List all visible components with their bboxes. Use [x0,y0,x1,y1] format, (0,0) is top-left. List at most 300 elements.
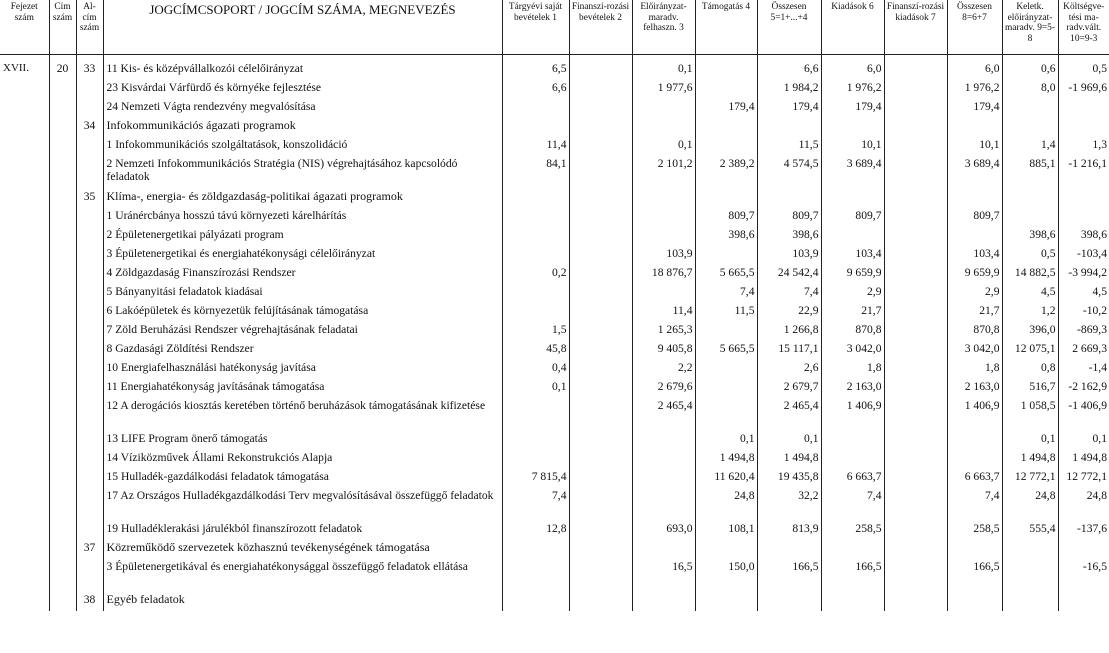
value-cell-c10: -1 406,9 [1068,398,1107,412]
chapter-cell [0,246,49,265]
table-row [0,559,1109,592]
title-number-cell [49,559,76,592]
item-name-cell: 8 Gazdasági Zöldítési Rendszer [103,341,502,360]
value-cell-c8: 7,4 [947,488,1002,521]
value-cell-c3 [632,592,695,611]
value-cell-c3 [632,469,695,488]
value-cell-c1 [502,284,569,303]
value-cell-c8 [947,189,1002,208]
value-cell-c10: -16,5 [1082,559,1107,573]
chapter-cell [0,540,49,559]
value-cell-c4: 11,5 [695,303,757,322]
value-cell-c4 [695,246,757,265]
value-cell-c1: 12,8 [502,521,569,540]
value-cell-c1 [502,303,569,322]
value-cell-c7 [884,431,947,450]
value-cell-c2 [569,118,632,137]
value-cell-c6: 2 163,0 [821,379,884,398]
value-cell-c7 [884,208,947,227]
item-name-cell: 6 Lakóépületek és környezetük felújításának támogatása [103,303,502,322]
subtitle-number-cell [76,360,103,379]
value-cell-c1: 7 815,4 [502,469,569,488]
title-number-cell [49,540,76,559]
table-row [0,469,1109,488]
value-cell-c8 [947,431,1002,450]
subtitle-number-cell [76,559,103,592]
value-cell-c1 [502,592,569,611]
value-cell-c4: 11 620,4 [695,469,757,488]
value-cell-c2 [569,227,632,246]
value-cell-c4: 179,4 [695,99,757,118]
chapter-cell [0,322,49,341]
value-cell-c2 [569,99,632,118]
subtitle-number-cell [76,156,103,189]
value-cell-c9: 14 882,5 [1002,265,1058,284]
value-cell-c2 [569,431,632,450]
table-row [0,398,1109,431]
value-cell-c2 [569,189,632,208]
value-cell-c2 [569,341,632,360]
value-cell-c6: 21,7 [821,303,884,322]
value-cell-c10: 1 494,8 [1072,450,1107,464]
value-cell-c5: 809,7 [757,208,821,227]
value-cell-c7 [884,284,947,303]
chapter-cell [0,559,49,592]
value-cell-c7 [884,488,947,521]
value-cell-c2 [569,592,632,611]
value-cell-c10: -1,4 [1088,360,1107,374]
value-cell-c8: 258,5 [947,521,1002,540]
value-cell-c4 [695,592,757,611]
table-row [0,246,1109,265]
table-row [0,208,1109,227]
value-cell-c4 [695,360,757,379]
value-cell-c10 [1058,540,1109,559]
value-cell-c2 [569,398,632,431]
title-number-cell [49,469,76,488]
value-cell-c10: -137,6 [1077,521,1107,535]
subtitle-number-cell [76,379,103,398]
value-cell-c6: 6 663,7 [821,469,884,488]
chapter-cell [0,284,49,303]
subtitle-number-cell: 37 [76,540,103,559]
value-cell-c6 [821,189,884,208]
value-cell-c6: 7,4 [821,488,884,521]
value-cell-c10: 12 772,1 [1066,469,1107,483]
table-row [0,265,1109,284]
chapter-cell [0,303,49,322]
value-cell-c2 [569,265,632,284]
value-cell-c8: 10,1 [947,137,1002,156]
title-number-cell [49,99,76,118]
title-number-cell [49,322,76,341]
value-cell-c3: 2 465,4 [632,398,695,431]
title-number-cell [49,227,76,246]
table-row [0,521,1109,540]
col-header-name: JOGCÍMCSOPORT / JOGCÍM SZÁMA, MEGNEVEZÉS [103,0,502,54]
title-number-cell [49,341,76,360]
value-cell-c5: 179,4 [757,99,821,118]
table-row [0,189,1109,208]
value-cell-c9: 0,8 [1002,360,1058,379]
item-name-cell: 7 Zöld Beruházási Rendszer végrehajtásának feladatai [103,322,502,341]
value-cell-c9: 12 075,1 [1002,341,1058,360]
value-cell-c3 [632,227,695,246]
group-name-cell: Közreműködő szervezetek közhasznú tevékenységének támogatása [103,540,502,559]
value-cell-c1 [502,431,569,450]
item-name-cell: 5 Bányanyitási feladatok kiadásai [103,284,502,303]
chapter-cell [0,99,49,118]
value-cell-c6 [821,227,884,246]
value-cell-c7 [884,521,947,540]
value-cell-c1 [502,189,569,208]
col-header-c1: Tárgyévi saját bevételek 1 [502,0,569,54]
value-cell-c3: 9 405,8 [632,341,695,360]
value-cell-c8: 3 689,4 [947,156,1002,189]
subtitle-number-cell [76,303,103,322]
value-cell-c5: 1 984,2 [757,80,821,99]
value-cell-c5: 19 435,8 [757,469,821,488]
value-cell-c7 [884,118,947,137]
value-cell-c3 [632,99,695,118]
value-cell-c5: 398,6 [757,227,821,246]
value-cell-c8 [947,592,1002,611]
value-cell-c3: 1 977,6 [632,80,695,99]
value-cell-c8 [947,450,1002,469]
value-cell-c5: 6,6 [757,54,821,80]
value-cell-c5: 7,4 [757,284,821,303]
value-cell-c5: 2,6 [757,360,821,379]
table-row [0,322,1109,341]
col-header-c7: Finanszí-rozási kiadások 7 [884,0,947,54]
value-cell-c5 [757,592,821,611]
value-cell-c3: 103,9 [632,246,695,265]
value-cell-c9: 0,5 [1002,246,1058,265]
value-cell-c10: 2 669,3 [1072,341,1107,355]
subtitle-number-cell [76,227,103,246]
value-cell-c8: 103,4 [947,246,1002,265]
subtitle-number-cell [76,398,103,431]
value-cell-c6 [821,540,884,559]
chapter-cell [0,189,49,208]
table-row [0,137,1109,156]
value-cell-c4: 150,0 [695,559,757,592]
table-row [0,284,1109,303]
value-cell-c1: 11,4 [502,137,569,156]
title-number-cell [49,208,76,227]
subtitle-number-cell [76,322,103,341]
group-name-cell: Klíma-, energia- és zöldgazdaság-politikai ágazati programok [103,189,502,208]
value-cell-c1 [502,208,569,227]
value-cell-c1 [502,450,569,469]
value-cell-c7 [884,398,947,431]
value-cell-c9: 1 494,8 [1002,450,1058,469]
value-cell-c2 [569,469,632,488]
item-name-cell: 14 Víziközművek Állami Rekonstrukciós Alapja [103,450,502,469]
title-number-cell [49,431,76,450]
value-cell-c4 [695,379,757,398]
value-cell-c6: 166,5 [821,559,884,592]
value-cell-c2 [569,540,632,559]
table-row [0,303,1109,322]
value-cell-c1: 1,5 [502,322,569,341]
value-cell-c8: 2 163,0 [947,379,1002,398]
chapter-cell [0,341,49,360]
value-cell-c6: 1,8 [821,360,884,379]
value-cell-c5: 103,9 [757,246,821,265]
value-cell-c5: 32,2 [757,488,821,521]
value-cell-c8: 179,4 [947,99,1002,118]
subtitle-number-cell [76,284,103,303]
value-cell-c3: 693,0 [632,521,695,540]
value-cell-c10: -1 216,1 [1068,156,1107,170]
chapter-cell [0,469,49,488]
item-name-cell: 2 Nemzeti Infokommunikációs Stratégia (NIS) végrehajtásához kapcsolódó feladatok [103,156,502,189]
value-cell-c10: -2 162,9 [1068,379,1107,393]
item-name-cell: 10 Energiafelhasználási hatékonyság javítása [103,360,502,379]
value-cell-c4 [695,189,757,208]
value-cell-c9 [1002,99,1058,118]
value-cell-c3: 2 101,2 [632,156,695,189]
value-cell-c8 [947,118,1002,137]
value-cell-c5: 813,9 [757,521,821,540]
item-name-cell: 19 Hulladéklerakási járulékból finanszírozott feladatok [103,521,502,540]
value-cell-c4 [695,80,757,99]
value-cell-c2 [569,80,632,99]
value-cell-c5 [757,118,821,137]
value-cell-c9: 396,0 [1002,322,1058,341]
value-cell-c9 [1002,208,1058,227]
value-cell-c10: 0,5 [1092,61,1107,75]
title-number-cell [49,284,76,303]
value-cell-c4: 5 665,5 [695,341,757,360]
title-number-cell [49,118,76,137]
value-cell-c9: 12 772,1 [1002,469,1058,488]
value-cell-c6: 103,4 [821,246,884,265]
value-cell-c7 [884,592,947,611]
item-name-cell: 24 Nemzeti Vágta rendezvény megvalósítása [103,99,502,118]
value-cell-c9: 1 058,5 [1002,398,1058,431]
chapter-cell [0,379,49,398]
value-cell-c7 [884,379,947,398]
value-cell-c10: 1,3 [1092,137,1107,151]
value-cell-c1: 0,1 [502,379,569,398]
subtitle-number-cell [76,341,103,360]
value-cell-c1: 6,6 [502,80,569,99]
value-cell-c8: 166,5 [947,559,1002,592]
value-cell-c9: 1,2 [1002,303,1058,322]
subtitle-number-cell [76,265,103,284]
chapter-cell [0,360,49,379]
value-cell-c3: 0,1 [632,137,695,156]
chapter-cell [0,137,49,156]
value-cell-c4 [695,54,757,80]
col-header-c8: Összesen 8=6+7 [947,0,1002,54]
value-cell-c8: 1 976,2 [947,80,1002,99]
subtitle-number-cell [76,469,103,488]
value-cell-c3: 11,4 [632,303,695,322]
value-cell-c10 [1058,592,1109,611]
title-number-cell [49,398,76,431]
value-cell-c7 [884,469,947,488]
col-header-c2: Finanszí-rozási bevételek 2 [569,0,632,54]
value-cell-c2 [569,379,632,398]
value-cell-c9: 398,6 [1002,227,1058,246]
value-cell-c6 [821,450,884,469]
value-cell-c4: 7,4 [695,284,757,303]
value-cell-c3 [632,284,695,303]
value-cell-c8: 870,8 [947,322,1002,341]
chapter-cell [0,208,49,227]
col-header-c5: Összesen 5=1+...+4 [757,0,821,54]
value-cell-c7 [884,265,947,284]
value-cell-c1: 84,1 [502,156,569,189]
value-cell-c1: 0,4 [502,360,569,379]
value-cell-c8: 6,0 [947,54,1002,80]
table-row [0,379,1109,398]
title-number-cell [49,265,76,284]
value-cell-c2 [569,54,632,80]
value-cell-c10: 398,6 [1080,227,1107,241]
value-cell-c4: 398,6 [695,227,757,246]
value-cell-c9: 8,0 [1002,80,1058,99]
value-cell-c5: 0,1 [757,431,821,450]
title-number-cell [49,360,76,379]
value-cell-c7 [884,303,947,322]
value-cell-c10 [1058,208,1109,227]
value-cell-c5 [757,540,821,559]
value-cell-c8: 2,9 [947,284,1002,303]
value-cell-c7 [884,450,947,469]
col-header-title: Cím szám [49,0,76,54]
value-cell-c1 [502,540,569,559]
value-cell-c5: 24 542,4 [757,265,821,284]
value-cell-c2 [569,284,632,303]
subtitle-number-cell [76,137,103,156]
value-cell-c7 [884,360,947,379]
value-cell-c10: 4,5 [1092,284,1107,298]
subtitle-number-cell [76,521,103,540]
value-cell-c9: 24,8 [1002,488,1058,521]
value-cell-c2 [569,322,632,341]
item-name-cell: 3 Épületenergetikával és energiahatékonysággal összefüggő feladatok ellátása [103,559,502,592]
value-cell-c3: 18 876,7 [632,265,695,284]
subtitle-number-cell [76,99,103,118]
value-cell-c1: 0,2 [502,265,569,284]
value-cell-c2 [569,488,632,521]
value-cell-c2 [569,303,632,322]
value-cell-c10: 0,1 [1092,431,1107,445]
item-name-cell: 15 Hulladék-gazdálkodási feladatok támogatása [103,469,502,488]
value-cell-c10 [1058,189,1109,208]
value-cell-c8: 1,8 [947,360,1002,379]
value-cell-c6: 3 689,4 [821,156,884,189]
value-cell-c9 [1002,592,1058,611]
value-cell-c4: 1 494,8 [695,450,757,469]
value-cell-c1 [502,246,569,265]
value-cell-c10: 24,8 [1086,488,1107,502]
value-cell-c10 [1058,99,1109,118]
value-cell-c3 [632,208,695,227]
value-cell-c6: 179,4 [821,99,884,118]
value-cell-c6: 258,5 [821,521,884,540]
chapter-cell [0,521,49,540]
header-row [0,0,1109,54]
value-cell-c5: 2 679,7 [757,379,821,398]
value-cell-c3 [632,450,695,469]
value-cell-c9 [1002,559,1058,592]
value-cell-c3 [632,189,695,208]
value-cell-c7 [884,137,947,156]
value-cell-c6 [821,431,884,450]
subtitle-number-cell: 33 [76,54,103,80]
col-header-c6: Kiadások 6 [821,0,884,54]
value-cell-c10: -3 994,2 [1068,265,1107,279]
table-row [0,540,1109,559]
value-cell-c7 [884,189,947,208]
value-cell-c1 [502,398,569,431]
subtitle-number-cell [76,488,103,521]
value-cell-c3: 1 265,3 [632,322,695,341]
value-cell-c5: 15 117,1 [757,341,821,360]
subtitle-number-cell [76,450,103,469]
value-cell-c8: 9 659,9 [947,265,1002,284]
value-cell-c9: 0,6 [1002,54,1058,80]
subtitle-number-cell: 35 [76,189,103,208]
table-row [0,592,1109,611]
value-cell-c10: -1 969,6 [1068,80,1107,94]
subtitle-number-cell [76,431,103,450]
value-cell-c7 [884,540,947,559]
title-number-cell [49,80,76,99]
title-number-cell [49,450,76,469]
col-header-c3: Előirányzat-maradv. felhaszn. 3 [632,0,695,54]
table-row [0,488,1109,521]
chapter-cell [0,488,49,521]
value-cell-c5: 11,5 [757,137,821,156]
item-name-cell: 23 Kisvárdai Várfürdő és környéke fejlesztése [103,80,502,99]
chapter-cell [0,450,49,469]
title-number-cell [49,246,76,265]
col-header-c9: Keletk. előirányzat-maradv. 9=5-8 [1002,0,1058,54]
value-cell-c3: 2,2 [632,360,695,379]
value-cell-c8 [947,540,1002,559]
value-cell-c5: 4 574,5 [757,156,821,189]
value-cell-c7 [884,54,947,80]
table-row [0,118,1109,137]
title-number-cell [49,189,76,208]
value-cell-c7 [884,246,947,265]
value-cell-c4 [695,118,757,137]
value-cell-c4: 108,1 [695,521,757,540]
chapter-cell [0,118,49,137]
value-cell-c2 [569,156,632,189]
value-cell-c4 [695,322,757,341]
value-cell-c9: 4,5 [1002,284,1058,303]
value-cell-c6: 9 659,9 [821,265,884,284]
table-row [0,99,1109,118]
value-cell-c4 [695,398,757,431]
table-row [0,431,1109,450]
item-name-cell: 11 Energiahatékonyság javításának támogatása [103,379,502,398]
table-row [0,156,1109,189]
item-name-cell: 13 LIFE Program önerő támogatás [103,431,502,450]
value-cell-c1 [502,99,569,118]
title-number-cell [49,137,76,156]
title-number-cell [49,379,76,398]
table-body [0,54,1109,611]
value-cell-c4: 0,1 [695,431,757,450]
